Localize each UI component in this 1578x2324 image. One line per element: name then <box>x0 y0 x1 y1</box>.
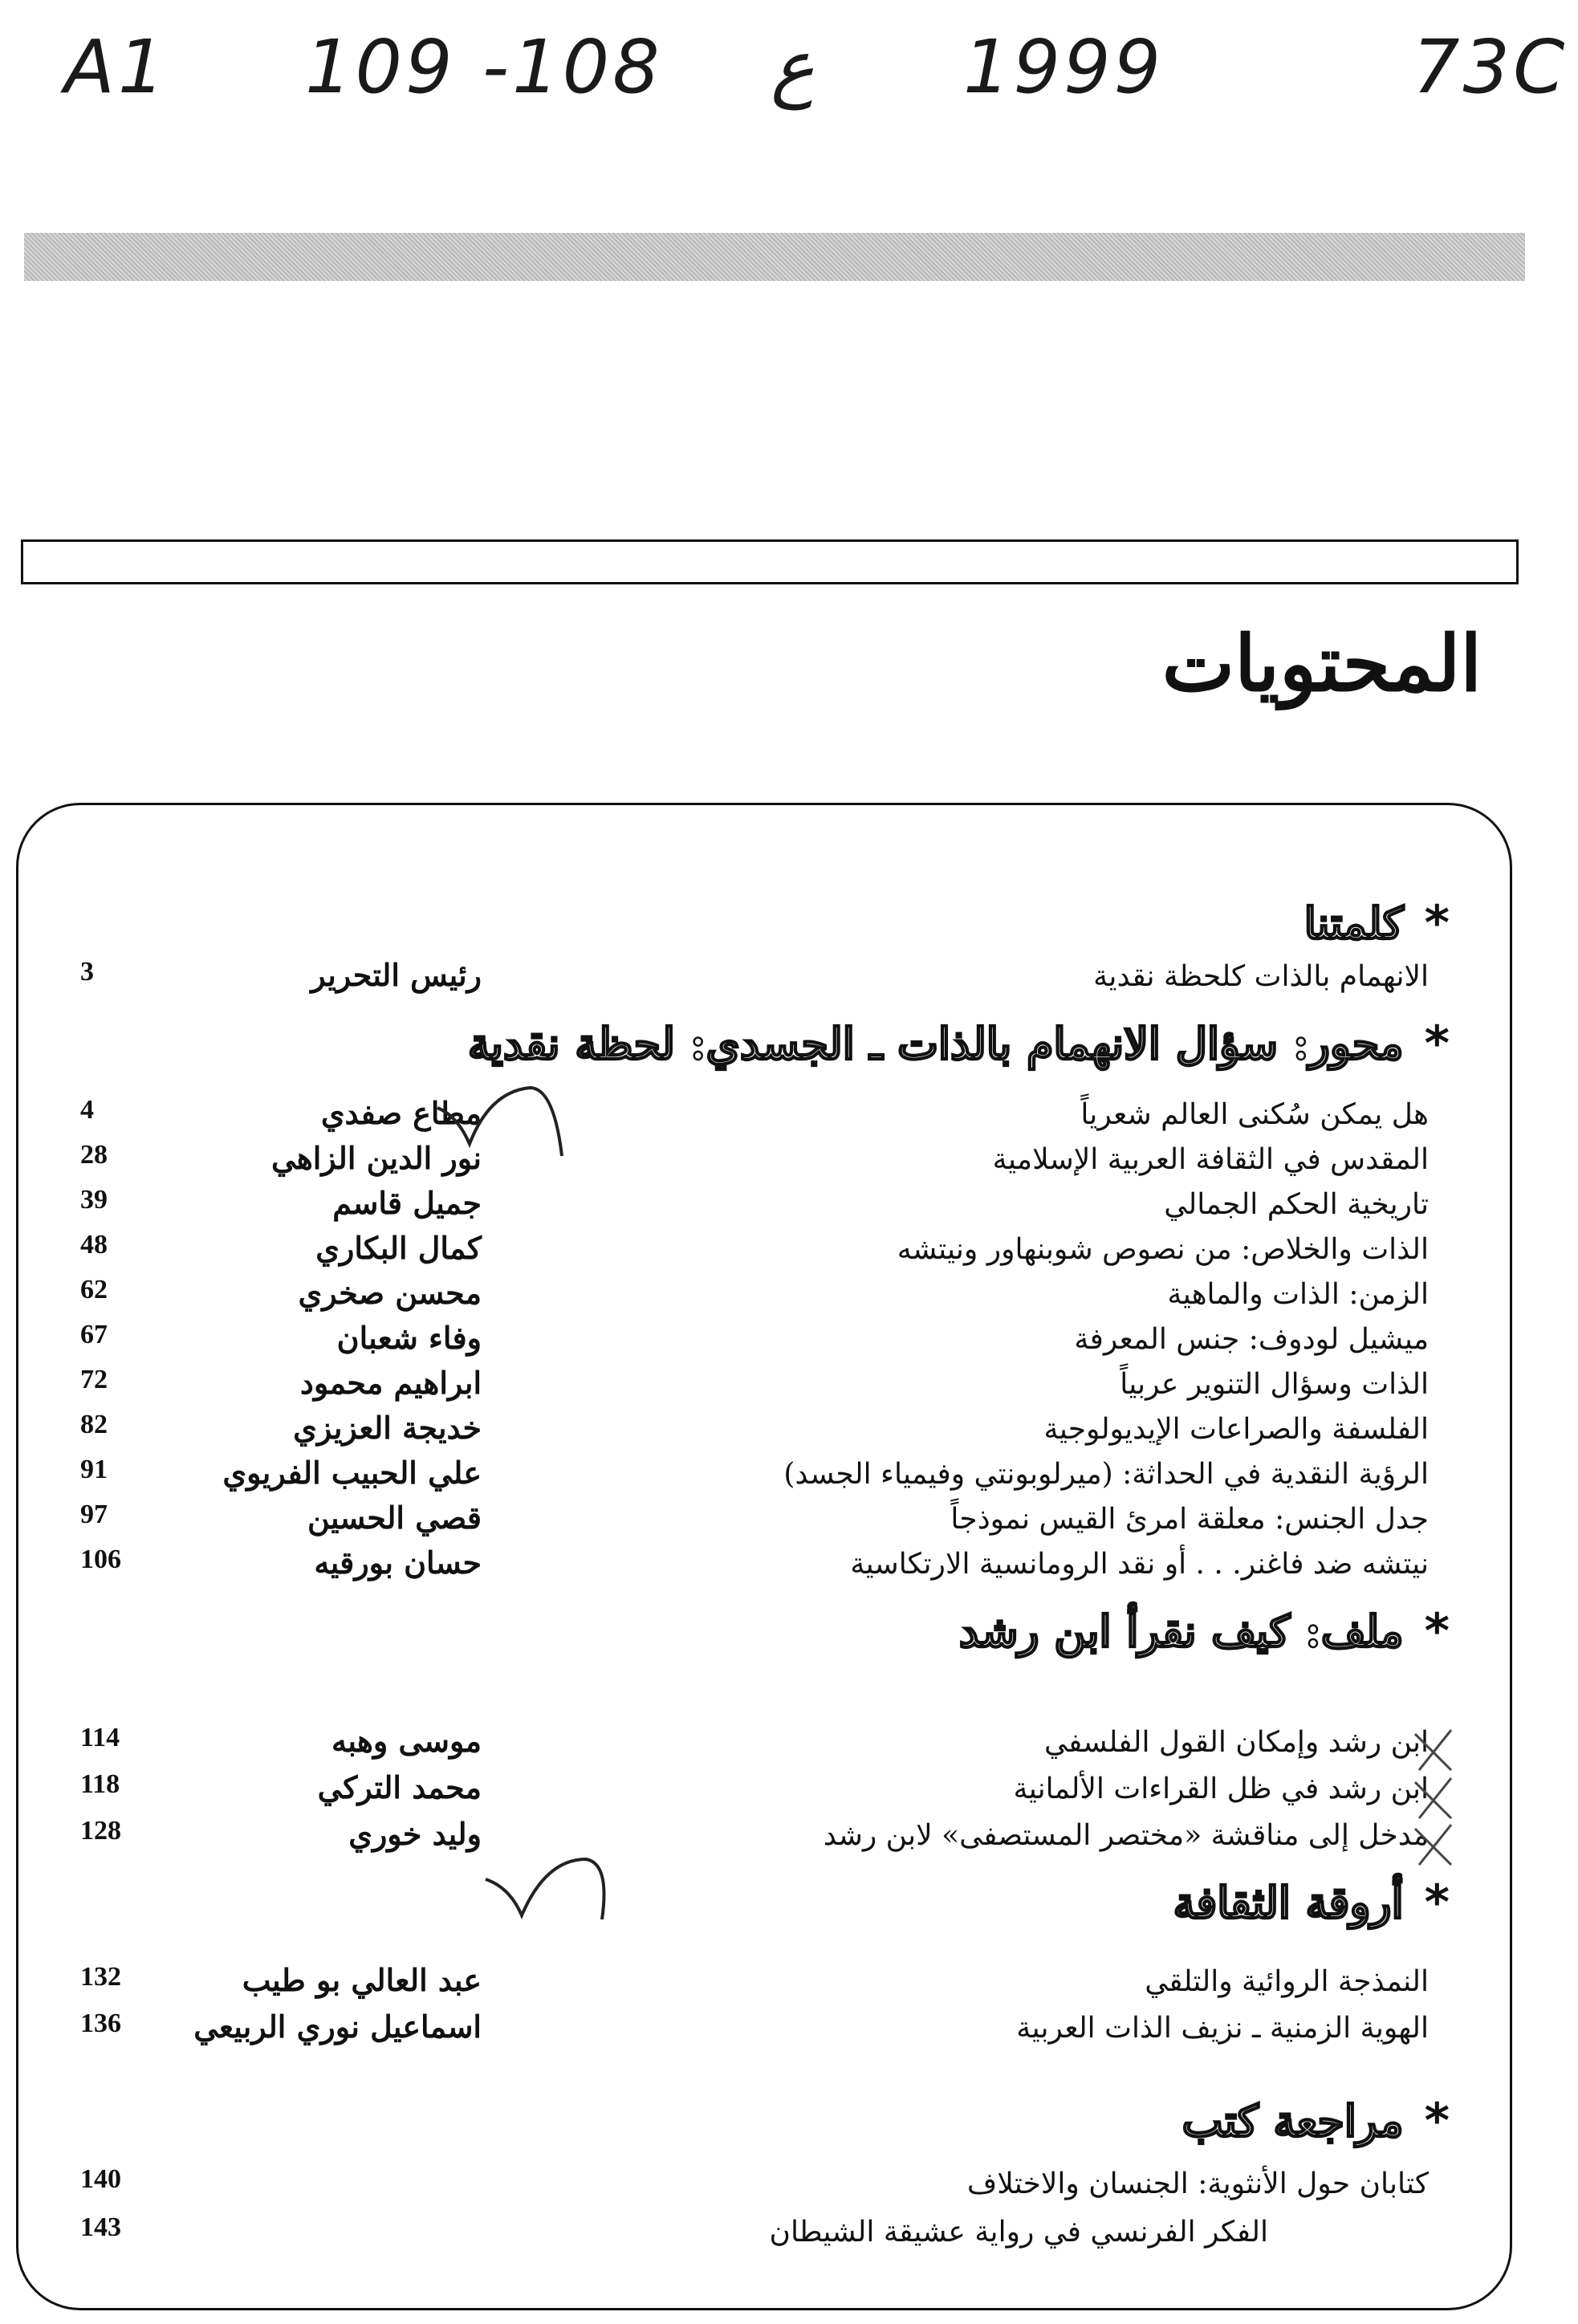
entry-page: 62 <box>80 1275 114 1305</box>
section-heading-axis <box>467 1015 1450 1072</box>
entry-author: نور الدين الزاهي <box>263 1140 490 1176</box>
handwritten-cross-icon <box>1411 1726 1459 1774</box>
entry-title: الانهمام بالذات كلحظة نقدية <box>1085 960 1429 993</box>
handwritten-letter: ع <box>771 24 815 110</box>
toc-entry[interactable] <box>80 2164 1429 2212</box>
handwritten-check-icon <box>433 1076 570 1164</box>
entry-title: الهوية الزمنية ـ نزيف الذات العربية <box>1008 2012 1429 2045</box>
entry-title: النمذجة الروائية والتلقي <box>1137 1965 1429 1998</box>
entry-author: عبد العالي بو طيب <box>234 1962 490 1998</box>
entry-page: 140 <box>80 2164 128 2195</box>
entry-title: الفكر الفرنسي في رواية عشيقة الشيطان <box>762 2216 1269 2249</box>
star-icon: * <box>1424 1015 1450 1072</box>
handwritten-cross-icon <box>1411 1821 1459 1869</box>
toc-entry[interactable] <box>80 1095 1429 1143</box>
entry-title: الزمن: الذات والماهية <box>1159 1278 1429 1311</box>
toc-entry[interactable] <box>80 1140 1429 1188</box>
entry-author: وليد خوري <box>340 1816 490 1852</box>
entry-page: 4 <box>80 1095 100 1125</box>
box-rule <box>21 539 1519 584</box>
entry-title: تاريخية الحكم الجمالي <box>1156 1188 1429 1221</box>
entry-author: جميل قاسم <box>324 1185 490 1221</box>
handwritten-cross-icon <box>1411 1774 1459 1822</box>
entry-author: خديجة العزيزي <box>285 1410 490 1446</box>
entry-page: 106 <box>80 1545 128 1575</box>
section-heading-text: مراجعة كتب <box>1181 2095 1404 2147</box>
entry-page: 39 <box>80 1185 114 1215</box>
section-heading-dossier <box>958 1603 1450 1659</box>
entry-title: الفلسفة والصراعات الإيديولوجية <box>1036 1413 1429 1446</box>
star-icon: * <box>1424 1603 1450 1659</box>
entry-title: المقدس في الثقافة العربية الإسلامية <box>985 1143 1429 1176</box>
entry-author: كمال البكاري <box>307 1230 490 1266</box>
entry-title: مدخل إلى مناقشة «مختصر المستصفى» لابن رشد <box>815 1819 1429 1852</box>
star-icon: * <box>1424 895 1450 951</box>
entry-page: 67 <box>80 1320 114 1350</box>
star-icon: * <box>1424 2093 1450 2149</box>
entry-title: ابن رشد وإمكان القول الفلسفي <box>1036 1726 1429 1759</box>
entry-author: علي الحبيب الفريوي <box>214 1455 490 1491</box>
toc-entry[interactable] <box>80 1769 1429 1817</box>
entry-author: محمد التركي <box>310 1769 490 1805</box>
entry-title: ميشيل لودوف: جنس المعرفة <box>1066 1323 1429 1356</box>
entry-author: مطاع صفدي <box>313 1095 490 1131</box>
toc-entry[interactable] <box>80 1185 1429 1233</box>
grey-hatched-band <box>24 233 1525 281</box>
entry-page: 3 <box>80 957 100 987</box>
toc-entry[interactable] <box>80 2009 1429 2057</box>
entry-author: ابراهيم محمود <box>292 1365 490 1401</box>
handwritten-check-icon <box>482 1843 618 1931</box>
entry-author: محسن صخري <box>291 1275 490 1311</box>
toc-entry[interactable] <box>80 1962 1429 2010</box>
section-heading-book-reviews <box>1182 2095 1450 2147</box>
entry-author: وفاء شعبان <box>329 1320 490 1356</box>
entry-page: 28 <box>80 1140 114 1170</box>
toc-entry[interactable] <box>80 1275 1429 1323</box>
entry-author: حسان بورقيه <box>306 1545 490 1581</box>
entry-title: ابن رشد في ظل القراءات الألمانية <box>1005 1773 1429 1805</box>
entry-title: هل يمكن سُكنى العالم شعرياً <box>1072 1098 1429 1131</box>
section-heading-text: ملف: كيف نقرأ ابن رشد <box>958 1606 1404 1657</box>
entry-page: 114 <box>80 1723 126 1753</box>
star-icon: * <box>1424 1874 1450 1931</box>
entry-page: 72 <box>80 1365 114 1395</box>
toc-entry[interactable] <box>80 1500 1429 1548</box>
entry-page: 91 <box>80 1455 114 1485</box>
entry-title: كتابان حول الأنثوية: الجنسان والاختلاف <box>959 2167 1429 2200</box>
handwritten-issues: 109 -108 <box>305 24 663 110</box>
entry-title: نيتشه ضد فاغنر. . . أو نقد الرومانسية الارتكاسية <box>842 1548 1429 1581</box>
entry-page: 128 <box>80 1816 128 1846</box>
handwritten-year: 1999 <box>963 24 1165 110</box>
entry-title: الذات وسؤال التنوير عربياً <box>1112 1368 1429 1401</box>
entry-author: اسماعيل نوري الربيعي <box>185 2009 490 2045</box>
toc-entry[interactable] <box>80 1320 1429 1368</box>
handwritten-code: A1 <box>64 24 169 110</box>
toc-entry[interactable] <box>80 957 1429 1005</box>
toc-entry[interactable] <box>80 1545 1429 1593</box>
entry-title: الذات والخلاص: من نصوص شوبنهاور ونيتشه <box>889 1233 1429 1266</box>
toc-entry[interactable] <box>80 1455 1429 1503</box>
toc-entry[interactable] <box>80 1365 1429 1413</box>
toc-entry[interactable] <box>80 1723 1429 1771</box>
toc-entry[interactable] <box>80 1410 1429 1458</box>
entry-page: 82 <box>80 1410 114 1440</box>
toc-entry[interactable] <box>80 1230 1429 1278</box>
entry-author: رئيس التحرير <box>303 957 490 993</box>
entry-page: 136 <box>80 2009 128 2039</box>
page-title: المحتويات <box>1161 618 1482 709</box>
entry-page: 97 <box>80 1500 114 1530</box>
entry-page: 118 <box>80 1769 126 1800</box>
entry-author: موسى وهبه <box>323 1723 490 1759</box>
section-heading-culture <box>1173 1874 1450 1931</box>
entry-page: 132 <box>80 1962 128 1992</box>
section-heading-text: محور: سؤال الانهمام بالذات ـ الجسدي: لحظة نقدية <box>467 1018 1404 1069</box>
handwritten-ref: 73C <box>1413 24 1568 110</box>
entry-author: قصي الحسين <box>299 1500 490 1536</box>
entry-title: الرؤية النقدية في الحداثة: (ميرلوبونتي وفيمياء الجسد) <box>775 1458 1429 1491</box>
toc-entry[interactable] <box>80 2212 1268 2261</box>
entry-title: جدل الجنس: معلقة امرئ القيس نموذجاً <box>942 1503 1429 1536</box>
entry-page: 143 <box>80 2212 128 2243</box>
entry-page: 48 <box>80 1230 114 1260</box>
section-heading-text: كلمتنا <box>1303 897 1404 949</box>
toc-entry[interactable] <box>80 1816 1429 1864</box>
section-heading-editorial <box>1304 897 1450 949</box>
section-heading-text: أروقة الثقافة <box>1173 1877 1404 1928</box>
